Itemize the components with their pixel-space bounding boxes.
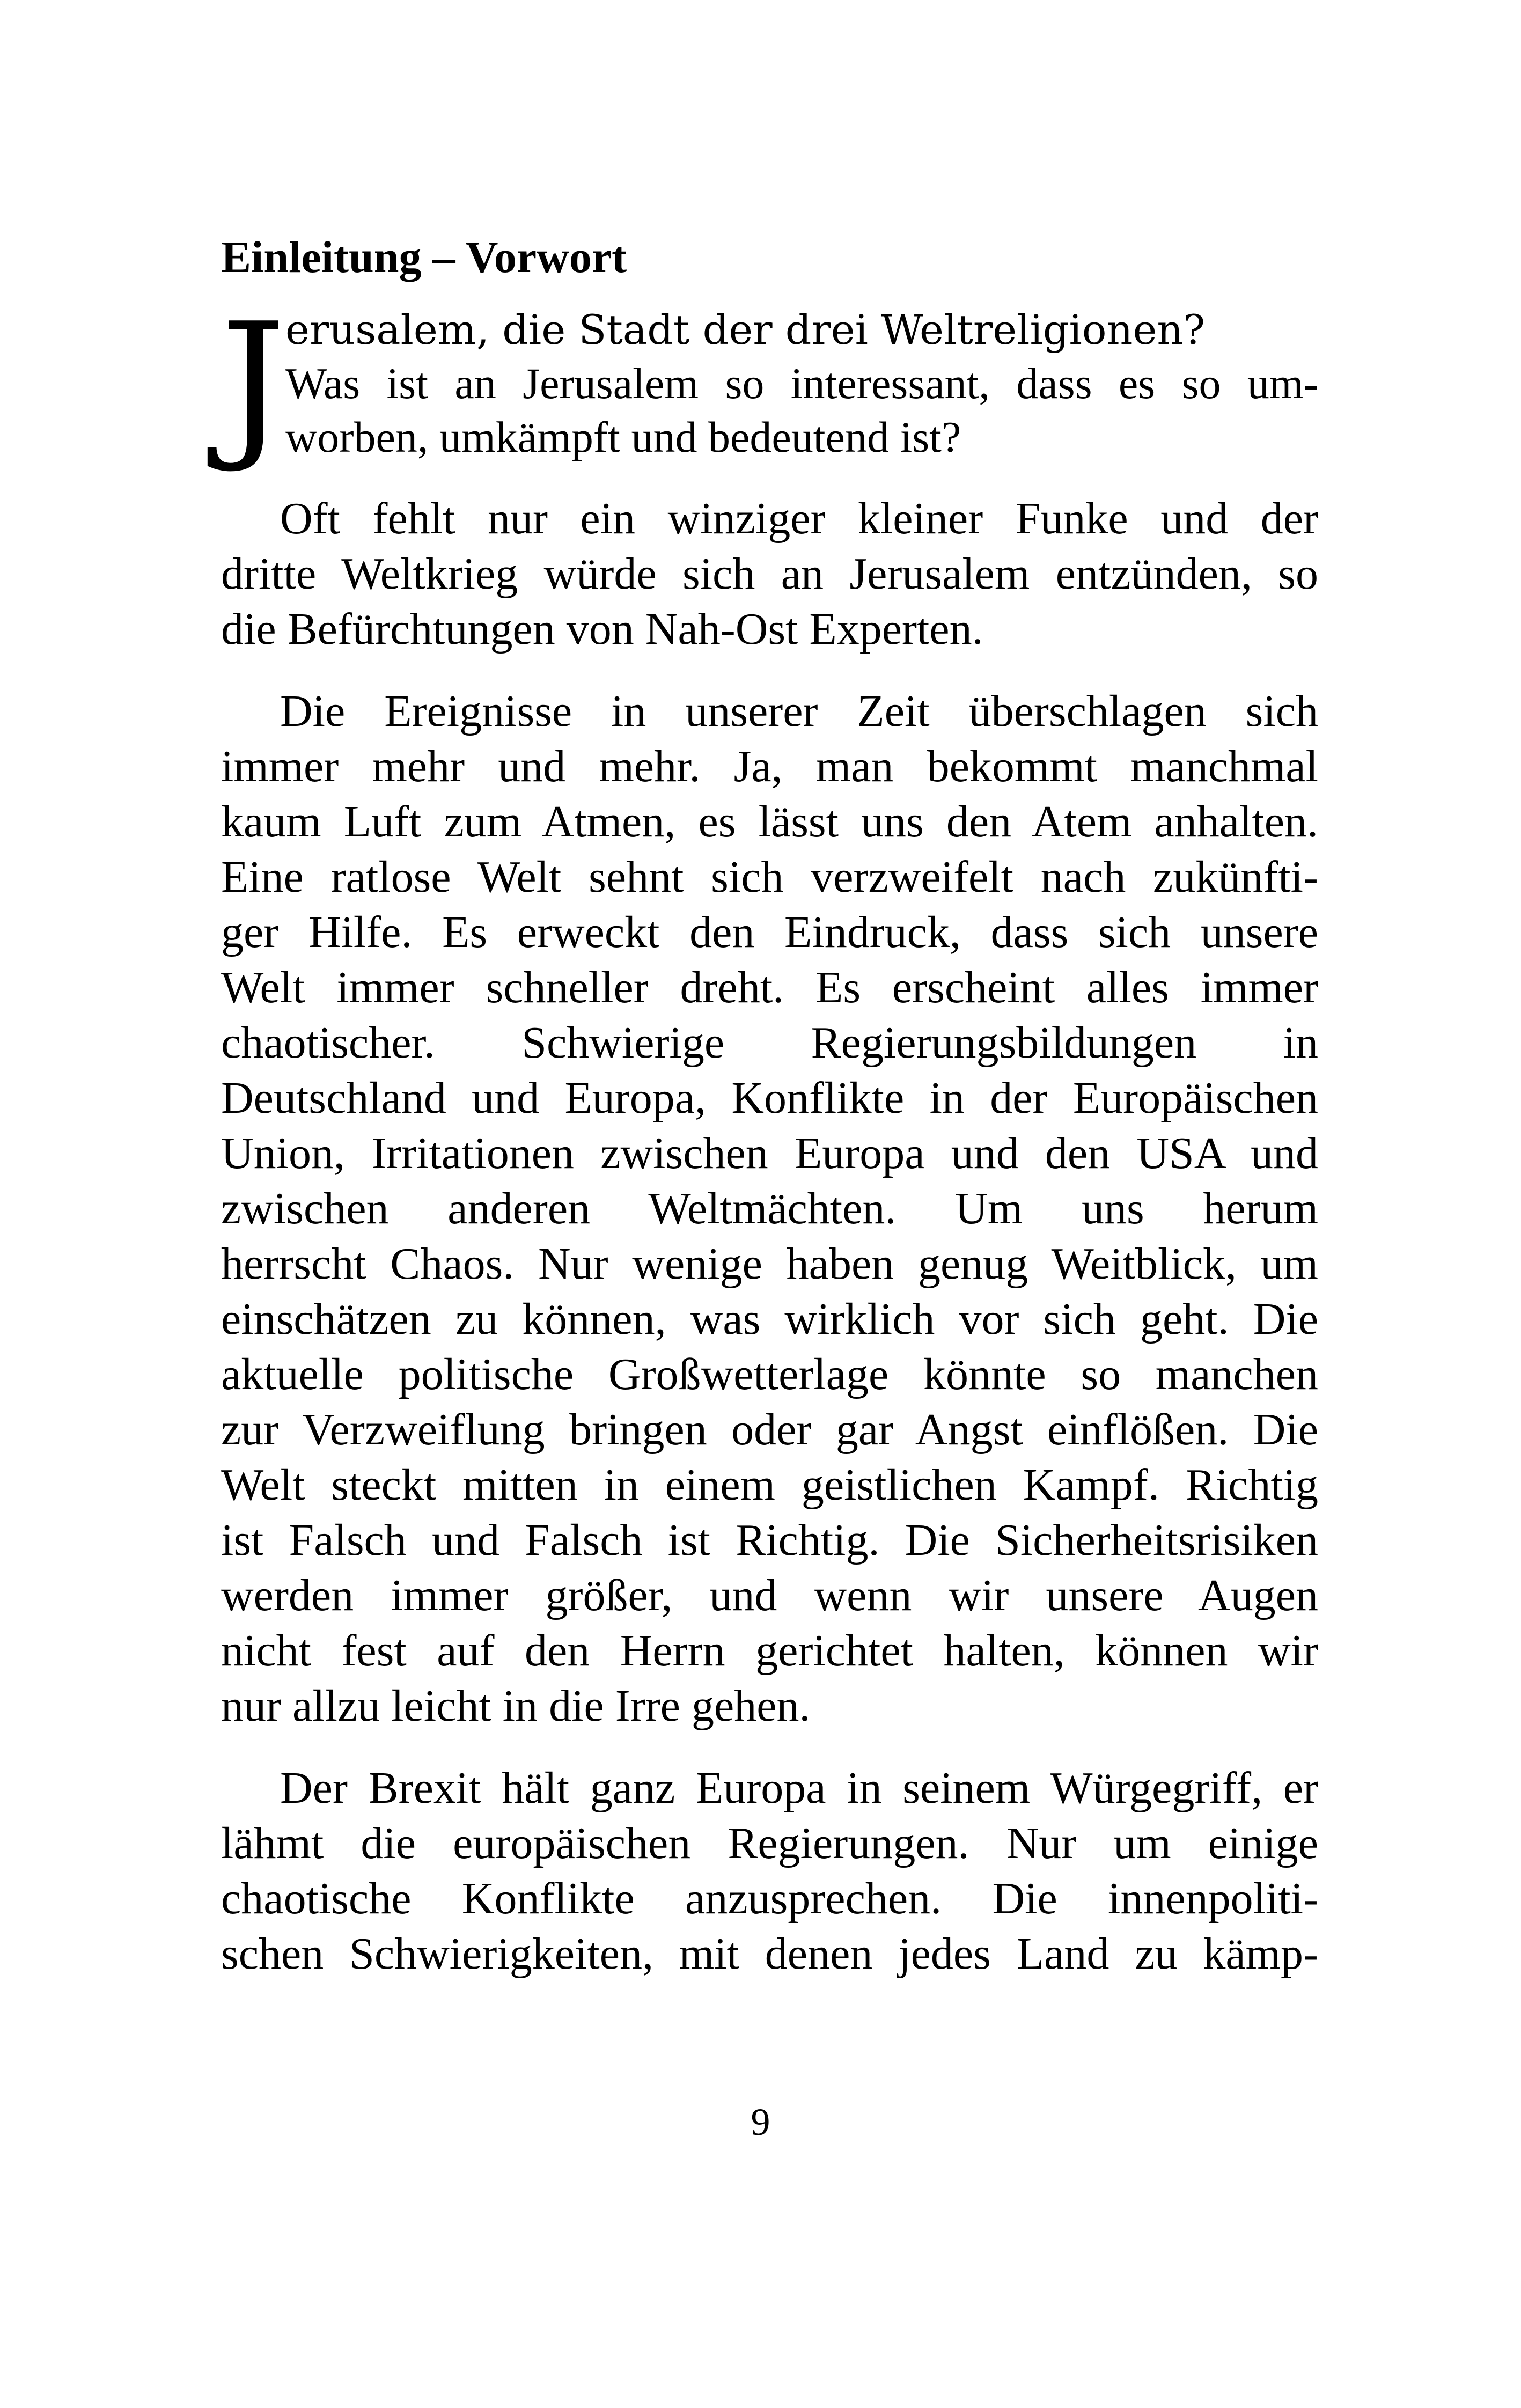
text-line: Welt immer schneller dreht. Es erscheint alles immer [221, 963, 1318, 1012]
text-line: dritte Weltkrieg würde sich an Jerusalem entzünden, so [221, 549, 1318, 599]
text-line: werden immer größer, und wenn wir unsere Augen [221, 1570, 1318, 1620]
text-line: immer mehr und mehr. Ja, man bekommt manchmal [221, 742, 1318, 791]
text-block [221, 231, 1318, 1981]
text-line: ger Hilfe. Es erweckt den Eindruck, dass sich unsere [221, 907, 1318, 957]
intro-paragraph [221, 289, 1318, 476]
text-line: Deutschland und Europa, Konflikte in der Europäischen [221, 1073, 1318, 1123]
text-line: Die Ereignisse in unserer Zeit überschlagen sich [280, 686, 1318, 736]
text-line: die Befürchtungen von Nah-Ost Experten. [221, 604, 983, 654]
text-line: schen Schwierigkeiten, mit denen jedes Land zu kämp- [221, 1929, 1318, 1979]
intro-line: worben, umkämpft und bedeutend ist? [285, 413, 961, 461]
intro-line: erusalem, die Stadt der drei Weltreligionen? [285, 306, 1206, 354]
intro-line: Was ist an Jerusalem so interessant, dass es so um- [285, 359, 1318, 408]
text-line: zwischen anderen Weltmächten. Um uns herum [221, 1184, 1318, 1234]
text-line: lähmt die europäischen Regierungen. Nur um einige [221, 1818, 1318, 1868]
text-line: nicht fest auf den Herrn gerichtet halten, können wir [221, 1626, 1318, 1676]
text-line: Union, Irritationen zwischen Europa und den USA und [221, 1128, 1318, 1178]
text-line: ist Falsch und Falsch ist Richtig. Die Sicherheitsrisiken [221, 1515, 1318, 1565]
text-line: Eine ratlose Welt sehnt sich verzweifelt nach zukünfti- [221, 852, 1318, 902]
text-line: chaotische Konflikte anzusprechen. Die innenpoliti- [221, 1874, 1318, 1924]
text-line: aktuelle politische Großwetterlage könnte so manchen [221, 1349, 1318, 1399]
text-line: chaotischer. Schwierige Regierungsbildungen in [221, 1018, 1318, 1068]
text-line: Der Brexit hält ganz Europa in seinem Würgegriff, er [280, 1763, 1318, 1813]
text-line: zur Verzweiflung bringen oder gar Angst einflößen. Die [221, 1405, 1318, 1455]
page-number: 9 [751, 2101, 770, 2143]
text-line: einschätzen zu können, was wirklich vor sich geht. Die [221, 1294, 1318, 1344]
drop-cap: J [221, 289, 286, 476]
paragraph-2 [221, 684, 1318, 1734]
text-line: Oft fehlt nur ein winziger kleiner Funke und der [280, 494, 1318, 544]
text-line: Welt steckt mitten in einem geistlichen Kampf. Richtig [221, 1460, 1318, 1510]
text-line: herrscht Chaos. Nur wenige haben genug Weitblick, um [221, 1239, 1318, 1289]
paragraph-1 [221, 491, 1318, 657]
chapter-heading: Einleitung – Vorwort [221, 232, 627, 282]
paragraph-3 [221, 1760, 1318, 1981]
text-line: kaum Luft zum Atmen, es lässt uns den Atem anhalten. [221, 797, 1318, 847]
text-line: nur allzu leicht in die Irre gehen. [221, 1681, 811, 1731]
